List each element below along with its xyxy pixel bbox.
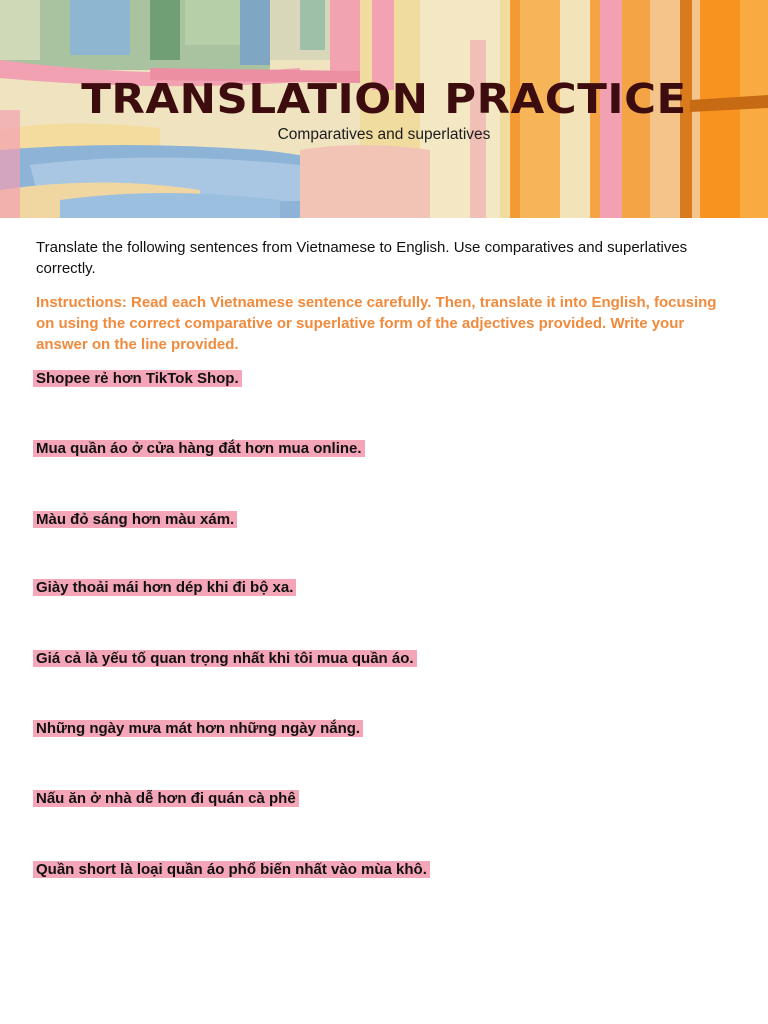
page-title: TRANSLATION PRACTICE bbox=[81, 75, 687, 123]
sentence-item: Shopee rẻ hơn TikTok Shop. bbox=[33, 370, 242, 387]
header-banner bbox=[0, 0, 768, 218]
sentence-item: Giá cả là yếu tố quan trọng nhất khi tôi mua quần áo. bbox=[33, 650, 417, 667]
sentence-item: Màu đỏ sáng hơn màu xám. bbox=[33, 511, 237, 528]
intro-text: Translate the following sentences from Vietnamese to English. Use comparatives and superlatives correctly. bbox=[36, 239, 688, 277]
sentence-item: Nấu ăn ở nhà dễ hơn đi quán cà phê bbox=[33, 790, 299, 807]
sentence-item: Giày thoải mái hơn dép khi đi bộ xa. bbox=[33, 579, 296, 596]
instructions-text: Instructions: Read each Vietnamese sentence carefully. Then, translate it into English, focusing on using the correct comparative or superlative form of the adjectives provided. Write your answer on the line provided. bbox=[36, 294, 717, 353]
sentence-item: Mua quần áo ở cửa hàng đắt hơn mua online. bbox=[33, 440, 365, 457]
sentence-item: Quần short là loại quần áo phổ biến nhất vào mùa khô. bbox=[33, 861, 430, 878]
page-subtitle: Comparatives and superlatives bbox=[277, 126, 491, 143]
sentence-item: Những ngày mưa mát hơn những ngày nắng. bbox=[33, 720, 363, 737]
